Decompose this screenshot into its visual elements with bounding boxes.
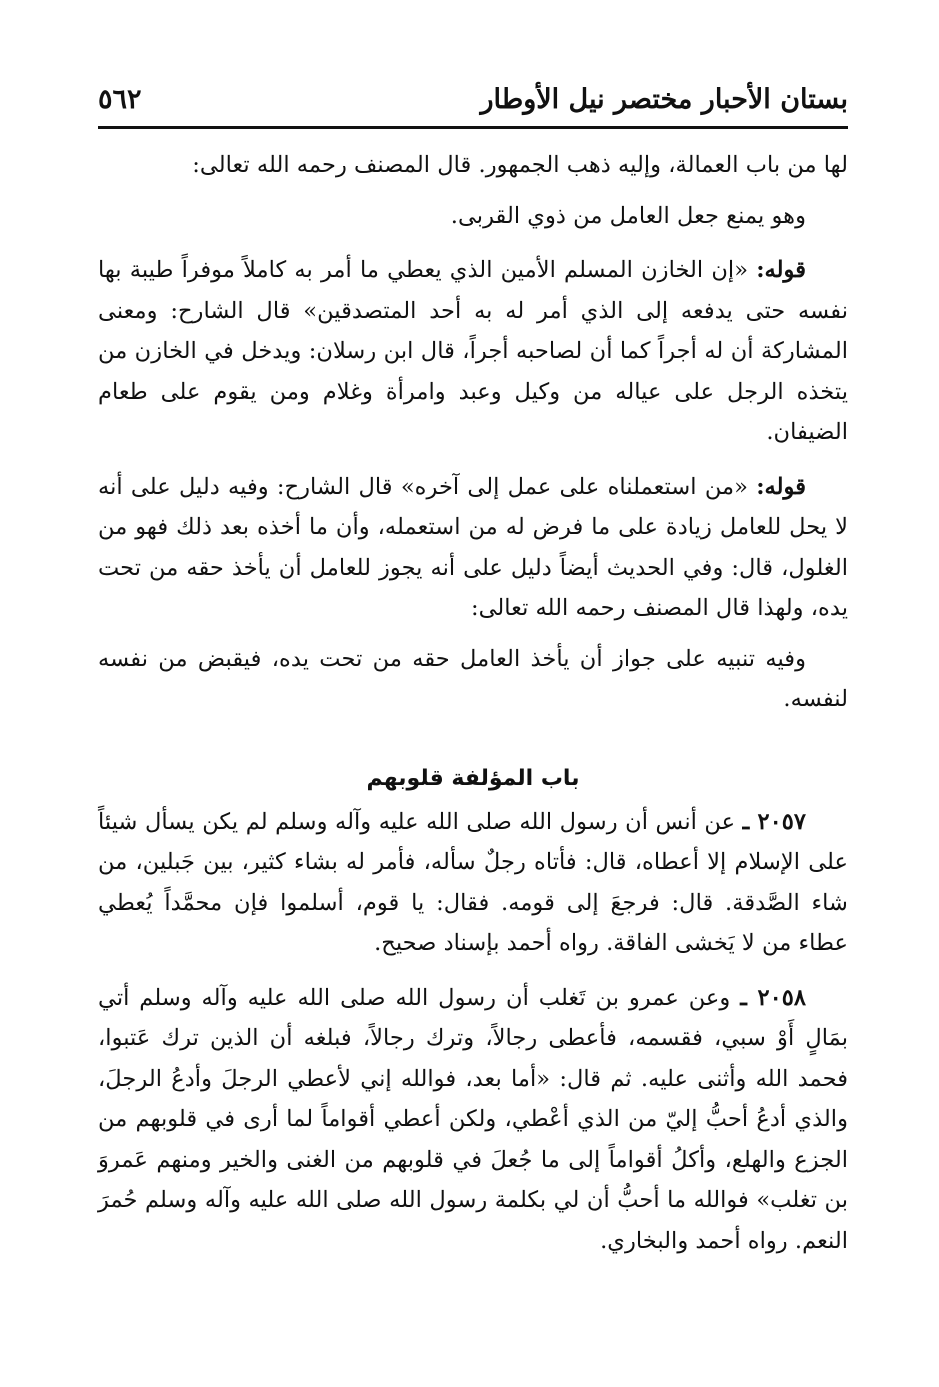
- header-divider: [98, 126, 848, 129]
- hadith-2058: [98, 978, 848, 1262]
- qawluhu-label: قوله:: [756, 257, 806, 283]
- commentary-text-2: «من استعملناه على عمل إلى آخره» قال الشارح: وفيه دليل على أنه لا يحل للعامل زيادة على ما فرض له من استعمله، وأن ما أخذه بعد ذلك فهو من الغلول، قال: وفي الحديث أيضاً دليل على أنه يجوز للعامل أن يأخذ حقه من تحت يده، ولهذا قال المصنف رحمه الله تعالى:: [98, 473, 848, 621]
- chapter-heading: باب المؤلفة قلوبهم: [366, 765, 580, 791]
- book-title: بستان الأحبار مختصر نيل الأوطار: [480, 84, 848, 115]
- commentary-paragraph-2: [98, 467, 848, 629]
- author-note: وهو يمنع جعل العامل من ذوي القربى.: [450, 202, 806, 229]
- hadith-number: ٢٠٥٧ ـ: [742, 808, 806, 835]
- author-note-2: وفيه تنبيه على جواز أن يأخذ العامل حقه من تحت يده، فيقبض من نفسه لنفسه.: [98, 645, 848, 712]
- paragraph-continuation: لها من باب العمالة، وإليه ذهب الجمهور. قال المصنف رحمه الله تعالى:: [192, 152, 848, 178]
- hadith-2057: [98, 802, 848, 964]
- book-page: [98, 78, 848, 1261]
- commentary-paragraph-1: [98, 250, 848, 453]
- running-header: [98, 78, 848, 122]
- qawluhu-label: قوله:: [756, 473, 807, 500]
- hadith-text: عن أنس أن رسول الله صلى الله عليه وآله وسلم لم يكن يسأل شيئاً على الإسلام إلا أعطاه، قال: فأتاه رجلٌ سأله، فأمر له بشاء كثير، بين جَبلين، من شاء الصَّدقة. قال: فرجعَ إلى قومه. فقال: يا قوم، أسلموا فإن محمَّداً يُعطي عطاء من لا يَخشى الفاقة. رواه أحمد بإسناد صحيح.: [98, 808, 848, 956]
- page-number: ٥٦٢: [98, 84, 142, 115]
- hadith-number: ٢٠٥٨ ـ: [740, 984, 806, 1011]
- commentary-text-1: «إن الخازن المسلم الأمين الذي يعطي ما أمر به كاملاً موفراً طيبة بها نفسه حتى يدفعه إلى الذي أمر له به أحد المتصدقين» قال الشارح: ومعنى المشاركة أن له أجراً كما أن لصاحبه أجراً، قال ابن رسلان: ويدخل في الخازن من يتخذه الرجل على عياله من وكيل وعبد وامرأة وغلام ومن يقوم على طعام الضيفان.: [98, 257, 848, 445]
- hadith-text: وعن عمرو بن تَغلب أن رسول الله صلى الله عليه وآله وسلم أتي بمَالٍ أَوْ سبي، فقسمه، فأعطى رجالاً، وترك رجالاً، فبلغه أن الذين ترك عَتبوا، فحمد الله وأثنى عليه. ثم قال: «أما بعد، فوالله إني لأعطي الرجلَ وأدعُ الرجلَ، والذي أدعُ أحبُّ إليّ من الذي أعْطي، ولكن أعطي أقواماً لما أرى في قلوبهم من الجزع والهلع، وأكلُ أقواماً إلى ما جُعلَ في قلوبهم من الغنى والخير ومنهم عَمروَ بن تغلب» فوالله ما أحبُّ أن لي بكلمة رسول الله صلى الله عليه وآله وسلم حُمرَ النعم. رواه أحمد والبخاري.: [98, 984, 849, 1254]
